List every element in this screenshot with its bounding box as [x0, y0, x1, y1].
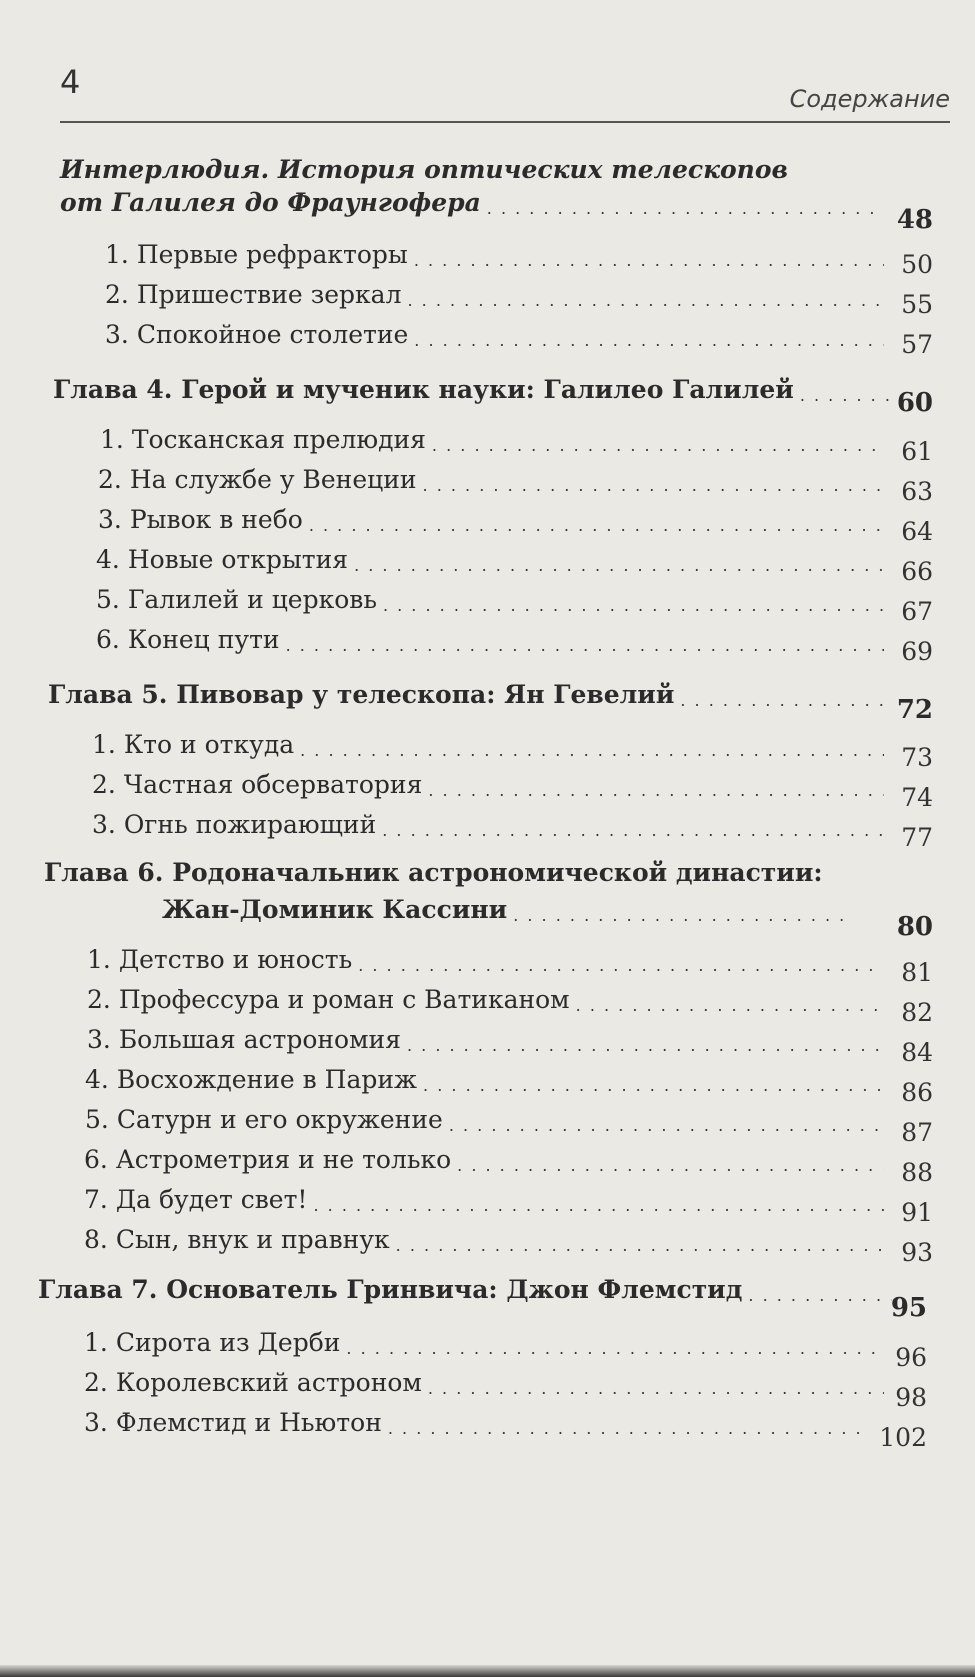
- toc-entry: 3. Большая астрономия . . .: [87, 1025, 890, 1054]
- chapter-6-title-line1: Родоначальник астрономической династии:: [172, 858, 823, 887]
- interlude-page: 48: [896, 205, 933, 235]
- chapter-7-row: [38, 1275, 898, 1304]
- toc-entry-page: 96: [895, 1343, 927, 1372]
- toc-entry-page: 50: [901, 250, 933, 279]
- leader-dots: [449, 1118, 884, 1134]
- toc-entry: 8. Сын, внук и правнук . . .: [84, 1225, 890, 1254]
- chapter-7-title: Основатель Гринвича: Джон Флемстид: [166, 1275, 743, 1304]
- toc-entry: 1. Первые рефракторы . . .: [105, 240, 890, 269]
- page-header: [60, 55, 950, 123]
- toc-entry: 3. Флемстид и Ньютон . . .: [84, 1408, 874, 1437]
- toc-entry-page: 86: [901, 1078, 933, 1107]
- toc-entry-page: 77: [901, 823, 933, 852]
- toc-entry-page: 87: [901, 1118, 933, 1147]
- leader-dots: [396, 1238, 884, 1254]
- toc-entry: 4. Новые открытия . . .: [96, 545, 890, 574]
- toc-entry-page: 66: [901, 557, 933, 586]
- chapter-6-page: 80: [896, 912, 933, 942]
- toc-entry: 6. Астрометрия и не только . . .: [84, 1145, 890, 1174]
- toc-entry-page: 82: [901, 998, 933, 1027]
- leader-dots: [354, 558, 884, 574]
- toc-entry-page: 73: [901, 743, 933, 772]
- toc-entry-page: 69: [901, 637, 933, 666]
- toc-entry: 3. Рывок в небо . . .: [98, 505, 890, 534]
- chapter-4-page: 60: [896, 388, 933, 418]
- chapter-5-page: 72: [896, 695, 933, 725]
- leader-dots: [388, 1421, 868, 1437]
- leader-dots: [457, 1158, 884, 1174]
- toc-entry-page: 102: [879, 1423, 927, 1452]
- leader-dots: [346, 1341, 884, 1357]
- toc-entry: 3. Спокойное столетие . . .: [105, 320, 890, 349]
- chapter-5-label: Глава 5.: [48, 680, 168, 709]
- toc-entry: 1. Детство и юность . . .: [87, 945, 890, 974]
- chapter-6-row: [44, 858, 924, 887]
- toc-entry-page: 74: [901, 783, 933, 812]
- toc-entry: 2. Пришествие зеркал . . .: [105, 280, 890, 309]
- chapter-6-label: Глава 6.: [44, 858, 164, 887]
- leader-dots: [414, 253, 884, 269]
- toc-entry: 1. Кто и откуда . . .: [92, 730, 890, 759]
- chapter-7-label: Глава 7.: [38, 1275, 158, 1304]
- interlude-title-line2-row: [60, 188, 890, 217]
- toc-entry-page: 93: [901, 1238, 933, 1267]
- leader-dots: [428, 783, 884, 799]
- toc-entry: 1. Сирота из Дерби . . .: [84, 1328, 890, 1357]
- leader-dots: [383, 598, 884, 614]
- chapter-5-row: [48, 680, 898, 709]
- toc-entry: 2. Профессура и роман с Ватиканом . . .: [87, 985, 890, 1014]
- leader-dots: [309, 518, 884, 534]
- toc-entry: 2. Частная обсерватория . . .: [92, 770, 890, 799]
- chapter-7-page: 95: [890, 1293, 927, 1323]
- toc-entry: 7. Да будет свет! . . .: [84, 1185, 890, 1214]
- toc-entry: 6. Конец пути . . .: [96, 625, 890, 654]
- toc-entry-page: 84: [901, 1038, 933, 1067]
- chapter-4-label: Глава 4.: [53, 375, 173, 404]
- interlude-title-line2: от Галилея до Фраунгофера: [60, 188, 481, 217]
- leader-dots: [286, 638, 884, 654]
- leader-dots: [748, 1288, 892, 1304]
- leader-dots: [407, 1038, 884, 1054]
- chapter-4-title: Герой и мученик науки: Галилео Галилей: [181, 375, 794, 404]
- toc-entry-page: 61: [901, 437, 933, 466]
- toc-entry: 3. Огнь пожирающий . . .: [92, 810, 890, 839]
- toc-entry: 2. Королевский астроном . . .: [84, 1368, 890, 1397]
- leader-dots: [800, 388, 892, 404]
- toc-entry-page: 91: [901, 1198, 933, 1227]
- toc-entry-page: 57: [901, 330, 933, 359]
- toc-entry: 4. Восхождение в Париж . . .: [85, 1065, 890, 1094]
- leader-dots: [423, 1078, 884, 1094]
- chapter-6-row-line2: [162, 895, 850, 924]
- leader-dots: [487, 201, 884, 217]
- toc-entry-page: 55: [901, 290, 933, 319]
- toc-entry-page: 63: [901, 477, 933, 506]
- toc-entry-page: 67: [901, 597, 933, 626]
- leader-dots: [432, 438, 884, 454]
- toc-entry: 2. На службе у Венеции . . .: [98, 465, 890, 494]
- toc-entry-page: 98: [895, 1383, 927, 1412]
- page-number: 4: [60, 63, 81, 101]
- interlude-title-line1: Интерлюдия. История оптических телескопов: [60, 155, 788, 184]
- running-head: Содержание: [789, 85, 950, 113]
- leader-dots: [513, 908, 844, 924]
- leader-dots: [423, 478, 884, 494]
- toc-entry: 5. Галилей и церковь . . .: [96, 585, 890, 614]
- chapter-4-row: [53, 375, 898, 404]
- leader-dots: [300, 743, 884, 759]
- chapter-6-title-line2: Жан-Доминик Кассини: [162, 895, 508, 924]
- toc-entry: 1. Тосканская прелюдия . . .: [100, 425, 890, 454]
- leader-dots: [414, 333, 884, 349]
- leader-dots: [358, 958, 884, 974]
- toc-entry-page: 64: [901, 517, 933, 546]
- leader-dots: [680, 693, 892, 709]
- leader-dots: [407, 293, 884, 309]
- toc-entry: 5. Сатурн и его окружение . . .: [85, 1105, 890, 1134]
- page-bottom-edge: [0, 1665, 975, 1677]
- leader-dots: [382, 823, 884, 839]
- toc-entry-page: 88: [901, 1158, 933, 1187]
- leader-dots: [313, 1198, 884, 1214]
- leader-dots: [428, 1381, 884, 1397]
- toc-entry-page: 81: [901, 958, 933, 987]
- chapter-5-title: Пивовар у телескопа: Ян Гевелий: [176, 680, 675, 709]
- leader-dots: [576, 998, 884, 1014]
